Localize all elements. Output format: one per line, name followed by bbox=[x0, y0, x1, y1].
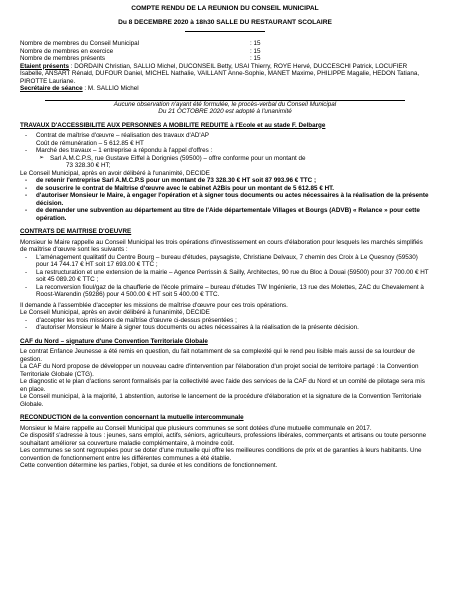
list-item: - L'aménagement qualitatif du Centre Bourg – bureau d'études, paysagiste, Christiane Delvaux, 7 chemin des Croix à Le Quesnoy (59530) pour 14 744.17 € HT soit 17 693.00 € TTC ; bbox=[20, 254, 430, 269]
decision-list bbox=[20, 177, 430, 222]
operations-list bbox=[20, 254, 430, 299]
paragraph: Ce dispositif s'adresse à tous : jeunes, sans emploi, actifs, séniors, agriculteurs, professions libérales, commerçants et artisans ou toute personne souhaitant améliorer sa couverture maladie complémentaire, à moindre coût. bbox=[20, 432, 427, 447]
decision-list bbox=[20, 317, 430, 332]
list-item: - Contrat de maîtrise d'œuvre – réalisation des travaux d'AD'AP Coût de rémunération – 5 612.85 € HT bbox=[20, 132, 430, 147]
list-item: - d'autoriser Monsieur le Maire à signer tous documents ou actes nécessaires à la réalisation de la présente décision. bbox=[20, 324, 430, 332]
list-item: - d'accepter les trois missions de maîtrise d'œuvre ci-dessus présentées ; bbox=[20, 317, 430, 325]
list-item: - de retenir l'entreprise Sarl A.M.C.P.S pour un montant de 73 328.30 € HT soit 87 993.96 € TTC ; bbox=[20, 177, 430, 185]
decision-intro: Le Conseil Municipal, après en avoir délibéré à l'unanimité, DECIDE bbox=[20, 309, 210, 316]
minutes-approval-note: Aucune observation n'ayant été formulée, le procès-verbal du Conseil Municipal Du 21 OCTOBRE 2020 est adopté à l'unanimité bbox=[20, 100, 430, 116]
paragraph: Le diagnostic et le plan d'actions seront formalisés par la collectivité avec l'aide des services de la CAF du Nord et un comité de pilotage sera mis en place. bbox=[20, 378, 425, 393]
paragraph: Cette convention détermine les parties, l'objet, sa durée et les conditions de fonctionnement. bbox=[20, 462, 278, 469]
list-item: - La reconversion fioul/gaz de la chaufferie de l'école primaire – bureau d'études TW Ingénierie, 13 rue des Molettes, ZAC du Chevalement à Roost-Warendin (59286) pour 4 500.00 € HT soit 5 400.00 € TTC. bbox=[20, 284, 430, 299]
section-heading-caf: CAF du Nord – signature d'une Convention Territoriale Globale bbox=[20, 337, 208, 345]
bidder-list bbox=[20, 155, 430, 170]
paragraph: Monsieur le Maire rappelle au Conseil Municipal que plusieurs communes se sont dotées d'une mutuelle communale en 2017. bbox=[20, 424, 372, 432]
contracts-intro: Monsieur le Maire rappelle au Conseil Municipal les trois opérations d'investissement en cours d'élaboration pour lesquels les marchés simplifiés de maîtrise d'œuvre sont les suivants : bbox=[20, 238, 423, 253]
section-heading-contracts: CONTRATS DE MAITRISE D'OEUVRE bbox=[20, 228, 132, 235]
section-heading-mutual: RECONDUCTION de la convention concernant la mutuelle intercommunale bbox=[20, 414, 244, 421]
present-members: Etaient présents : DORDAIN Christian, SALLIO Michel, DUCONSEIL Betty, USAI Thierry, ROYE Hervé, DUCCESCHI Patrick, LOCUFIER Isabelle, ANSART Rénald, DUFOUR Daniel, MICHEL Nathalie, VAILLANT Anne-Sophie, MANET Maxime, PHILIPPE Magalie, HEDON Tatiana, PIROTTE Lauriane. bbox=[20, 62, 420, 85]
meeting-date-line: Du 8 DECEMBRE 2020 à 18h30 SALLE DU RESTAURANT SCOLAIRE bbox=[118, 18, 332, 26]
member-counts bbox=[20, 40, 430, 63]
contracts-request: Il demande à l'assemblée d'accepter les missions de maîtrise d'œuvre pour ces trois opérations. bbox=[20, 301, 288, 309]
list-item: - La restructuration et une extension de la mairie – Agence Perrissin & Sailly, Architectes, 90 rue du Bloc à Douai (59500) pour 37 700.00 € HT soit 45 089.20 € TTC ; bbox=[20, 269, 430, 284]
list-item: - d'autoriser Monsieur le Maire, à engager l'opération et à signer tous documents ou actes nécessaires à la réalisation de la présente décision. bbox=[20, 192, 430, 207]
count-row: Nombre de membres du Conseil Municipal : 15 bbox=[20, 40, 261, 47]
title-divider bbox=[185, 31, 265, 32]
document-title: COMPTE RENDU DE LA REUNION DU CONSEIL MUNICIPAL bbox=[131, 5, 319, 12]
list-item: - de souscrire le contrat de Maîtrise d'œuvre avec le cabinet A2Bis pour un montant de 5 612.85 € HT. bbox=[20, 185, 430, 193]
paragraph: Le Conseil municipal, à la majorité, 1 abstention, autorise le lancement de la procédure d'élaboration et la signature de la Convention Territoriale Globale. bbox=[20, 393, 422, 408]
session-secretary: Secrétaire de séance : M. SALLIO Michel bbox=[20, 85, 139, 92]
list-item: ➢ Sarl A.M.C.P.S, rue Gustave Eiffel à Dorignies (59500) – offre conforme pour un montant de 73 328.30 € HT; bbox=[20, 155, 430, 170]
list-item: - Marché des travaux – 1 entreprise a répondu à l'appel d'offres : bbox=[20, 147, 430, 155]
decision-intro: Le Conseil Municipal, après en avoir délibéré à l'unanimité, DECIDE bbox=[20, 169, 210, 177]
section-heading-accessibility: TRAVAUX D'ACCESSIBILITE AUX PERSONNES A MOBILITE REDUITE à l'Ecole et au stade F. Delbarge bbox=[20, 121, 326, 129]
paragraph: Le contrat Enfance Jeunesse a été remis en question, du fait notamment de sa complexité qui le rend peu lisible mais aussi de sa lourdeur de gestion. bbox=[20, 348, 415, 363]
list-item: - de demander une subvention au département au titre de l'Aide départementale Villages et Bourgs (ADVB) « Relance » pour cette opération. bbox=[20, 207, 430, 222]
count-row: Nombre de membres présents : 15 bbox=[20, 55, 261, 62]
paragraph: Les communes se sont regroupées pour se doter d'une mutuelle qui offre les meilleures conditions de prix et de garanties à leurs habitants. Une convention de fonctionnement entre les différentes communes a été établie. bbox=[20, 447, 422, 462]
count-row: Nombre de membres en exercice : 15 bbox=[20, 47, 261, 55]
accessibility-items bbox=[20, 132, 430, 155]
paragraph: La CAF du Nord propose de développer un nouveau cadre d'intervention par l'élaboration d'un projet social de territoire partagé : la Convention Territoriale Globale (CTG). bbox=[20, 363, 419, 378]
